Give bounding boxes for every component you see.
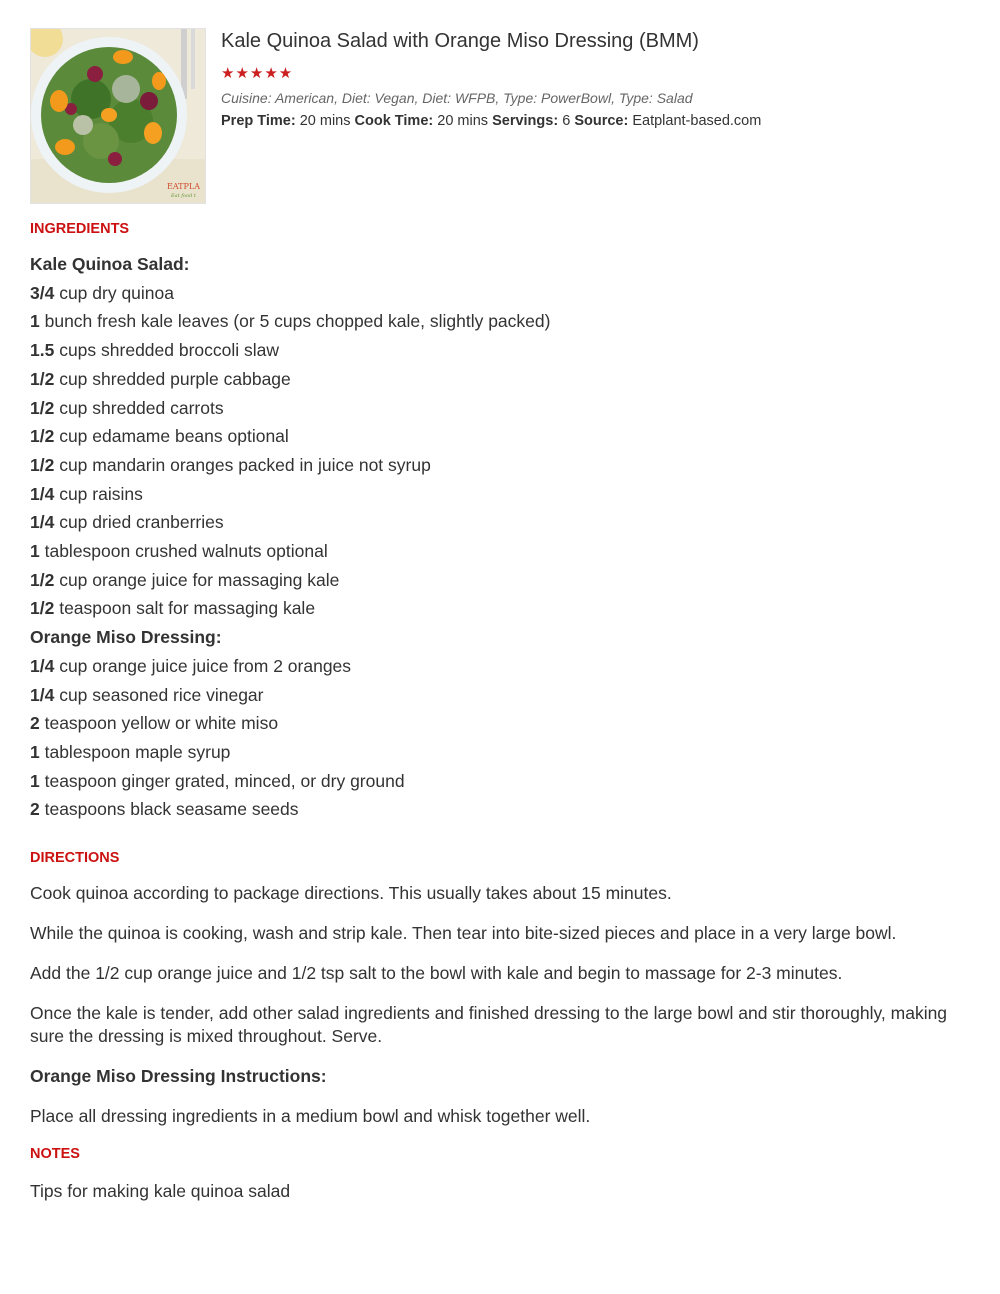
ingredient-item bbox=[30, 365, 950, 394]
ingredient-item bbox=[30, 451, 950, 480]
ingredient-qty: 1 bbox=[30, 770, 40, 791]
ingredient-text: teaspoon ginger grated, minced, or dry ground bbox=[44, 770, 405, 791]
ingredient-text: cup seasoned rice vinegar bbox=[59, 684, 264, 705]
ingredient-text: cup edamame beans optional bbox=[59, 426, 289, 447]
ingredients-list bbox=[30, 250, 950, 824]
recipe-photo bbox=[30, 28, 206, 204]
notes-text: Tips for making kale quinoa salad bbox=[30, 1181, 291, 1201]
recipe-times bbox=[221, 112, 961, 130]
ingredient-qty: 1/2 bbox=[30, 598, 55, 619]
notes-heading: NOTES bbox=[30, 1146, 80, 1162]
ingredient-text: cup raisins bbox=[59, 483, 143, 504]
ingredient-qty: 1.5 bbox=[30, 340, 55, 361]
salad-bowl-image bbox=[31, 29, 205, 203]
ingredient-qty: 1/2 bbox=[30, 368, 55, 389]
ingredient-qty: 1/4 bbox=[30, 655, 55, 676]
ingredient-qty: 1/2 bbox=[30, 426, 55, 447]
ingredient-qty: 1/2 bbox=[30, 454, 55, 475]
ingredient-qty: 1/4 bbox=[30, 483, 55, 504]
ingredient-item bbox=[30, 307, 950, 336]
ingredient-text: tablespoon maple syrup bbox=[44, 741, 231, 762]
prep-time-label: Prep Time: bbox=[221, 113, 296, 129]
rating-stars: ★★★★★ bbox=[221, 65, 294, 82]
ingredient-qty: 3/4 bbox=[30, 282, 55, 303]
ingredient-text: cup orange juice juice from 2 oranges bbox=[59, 655, 352, 676]
ingredient-item bbox=[30, 422, 950, 451]
ingredient-item bbox=[30, 480, 950, 509]
ingredient-item bbox=[30, 681, 950, 710]
direction-step: Once the kale is tender, add other salad ingredients and finished dressing to the large bowl and stir thoroughly, making sure the dressing is mixed throughout. Serve. bbox=[30, 1003, 948, 1046]
ingredient-text: teaspoon salt for massaging kale bbox=[59, 598, 316, 619]
servings-label: Servings: bbox=[492, 113, 559, 129]
ingredient-item bbox=[30, 652, 950, 681]
ingredient-item bbox=[30, 394, 950, 423]
ingredient-text: cup dry quinoa bbox=[59, 282, 175, 303]
ingredient-text: cup shredded purple cabbage bbox=[59, 368, 291, 389]
ingredient-item bbox=[30, 566, 950, 595]
recipe-header bbox=[30, 28, 970, 204]
ingredient-text: bunch fresh kale leaves (or 5 cups chopped kale, slightly packed) bbox=[44, 311, 551, 332]
direction-step: Place all dressing ingredients in a medium bowl and whisk together well. bbox=[30, 1106, 591, 1126]
ingredient-group-title: Orange Miso Dressing: bbox=[30, 627, 222, 648]
ingredient-text: tablespoon crushed walnuts optional bbox=[44, 541, 328, 562]
cook-time-label: Cook Time: bbox=[354, 113, 434, 129]
ingredient-qty: 1/2 bbox=[30, 569, 55, 590]
servings-value: 6 bbox=[562, 113, 571, 129]
svg-text:Eat food t: Eat food t bbox=[171, 193, 196, 199]
ingredient-group-title: Kale Quinoa Salad: bbox=[30, 254, 190, 274]
ingredient-text: cup shredded carrots bbox=[59, 397, 224, 418]
direction-step: While the quinoa is cooking, wash and strip kale. Then tear into bite-sized pieces and place in a very large bowl. bbox=[30, 923, 897, 943]
ingredient-text: teaspoon yellow or white miso bbox=[44, 713, 279, 734]
ingredient-text: teaspoons black seasame seeds bbox=[44, 799, 299, 820]
ingredient-qty: 1 bbox=[30, 311, 40, 332]
ingredient-item bbox=[30, 767, 950, 796]
ingredient-item bbox=[30, 279, 950, 308]
source-label: Source: bbox=[574, 113, 629, 129]
svg-text:EATPLA: EATPLA bbox=[167, 182, 200, 191]
ingredient-item bbox=[30, 537, 950, 566]
ingredient-text: cup dried cranberries bbox=[59, 512, 224, 533]
ingredient-text: cup orange juice for massaging kale bbox=[59, 569, 340, 590]
ingredient-item bbox=[30, 738, 950, 767]
ingredient-qty: 1/4 bbox=[30, 684, 55, 705]
ingredient-item bbox=[30, 709, 950, 738]
directions-heading: DIRECTIONS bbox=[30, 850, 120, 866]
source-value: Eatplant-based.com bbox=[632, 113, 762, 129]
ingredient-item bbox=[30, 795, 950, 824]
ingredient-qty: 2 bbox=[30, 799, 40, 820]
direction-step: Cook quinoa according to package directions. This usually takes about 15 minutes. bbox=[30, 883, 672, 903]
ingredient-qty: 1/2 bbox=[30, 397, 55, 418]
direction-subheading: Orange Miso Dressing Instructions: bbox=[30, 1066, 327, 1086]
ingredient-item bbox=[30, 594, 950, 623]
ingredient-item bbox=[30, 336, 950, 365]
ingredient-item bbox=[30, 508, 950, 537]
ingredients-heading: INGREDIENTS bbox=[30, 221, 130, 237]
ingredient-qty: 1 bbox=[30, 741, 40, 762]
recipe-title: Kale Quinoa Salad with Orange Miso Dressing (BMM) bbox=[221, 30, 699, 52]
recipe-tags: Cuisine: American, Diet: Vegan, Diet: WFPB, Type: PowerBowl, Type: Salad bbox=[221, 90, 693, 106]
cook-time-value: 20 mins bbox=[437, 113, 489, 129]
ingredient-qty: 1 bbox=[30, 541, 40, 562]
ingredient-text: cup mandarin oranges packed in juice not syrup bbox=[59, 454, 431, 475]
ingredient-text: cups shredded broccoli slaw bbox=[59, 340, 280, 361]
recipe-meta bbox=[221, 28, 961, 130]
direction-step: Add the 1/2 cup orange juice and 1/2 tsp salt to the bowl with kale and begin to massage for 2-3 minutes. bbox=[30, 963, 843, 983]
prep-time-value: 20 mins bbox=[299, 113, 351, 129]
ingredient-qty: 1/4 bbox=[30, 512, 55, 533]
ingredient-qty: 2 bbox=[30, 713, 40, 734]
directions-list bbox=[30, 882, 950, 1145]
